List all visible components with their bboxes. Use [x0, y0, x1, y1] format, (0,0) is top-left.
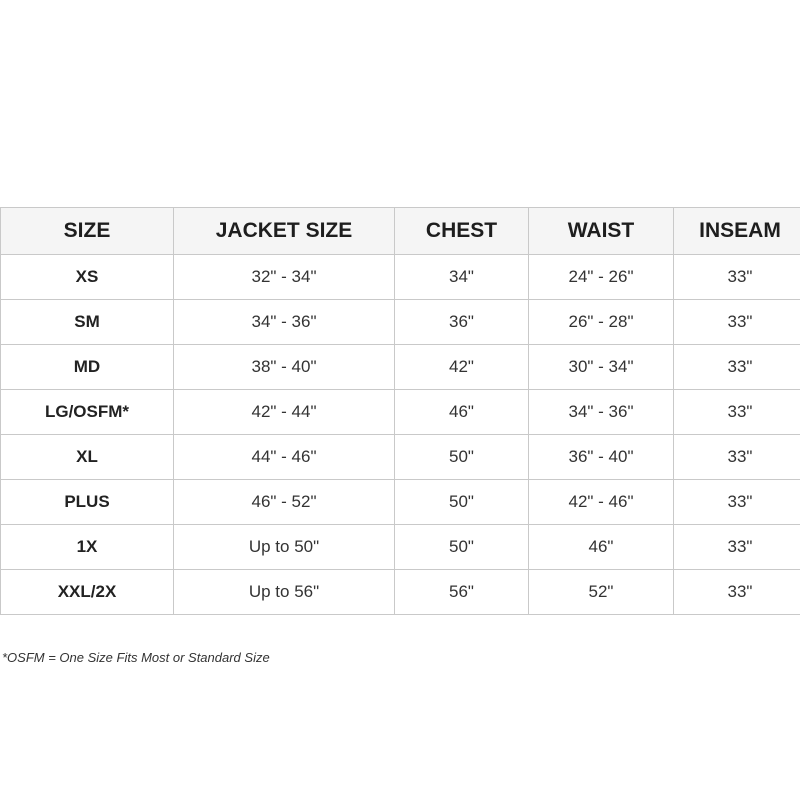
jacket-size-cell: 32" - 34"	[174, 255, 395, 300]
table-row	[1, 390, 800, 435]
inseam-cell: 33"	[674, 570, 800, 615]
chest-cell: 34"	[395, 255, 529, 300]
chest-cell: 36"	[395, 300, 529, 345]
table-row	[1, 435, 800, 480]
jacket-size-cell: 42" - 44"	[174, 390, 395, 435]
table-row	[1, 525, 800, 570]
size-cell: MD	[1, 345, 174, 390]
inseam-cell: 33"	[674, 255, 800, 300]
waist-cell: 30" - 34"	[529, 345, 674, 390]
size-cell: XL	[1, 435, 174, 480]
size-cell: XS	[1, 255, 174, 300]
waist-cell: 52"	[529, 570, 674, 615]
header-waist: WAIST	[529, 208, 674, 255]
header-chest: CHEST	[395, 208, 529, 255]
table-row	[1, 300, 800, 345]
jacket-size-cell: 34" - 36"	[174, 300, 395, 345]
jacket-size-cell: 38" - 40"	[174, 345, 395, 390]
table-row	[1, 570, 800, 615]
osfm-footnote: *OSFM = One Size Fits Most or Standard Size	[2, 650, 270, 665]
header-jacket-size: JACKET SIZE	[174, 208, 395, 255]
size-cell: SM	[1, 300, 174, 345]
jacket-size-cell: Up to 56"	[174, 570, 395, 615]
inseam-cell: 33"	[674, 390, 800, 435]
table-header-row	[1, 208, 800, 255]
table-row	[1, 255, 800, 300]
inseam-cell: 33"	[674, 525, 800, 570]
jacket-size-cell: 46" - 52"	[174, 480, 395, 525]
waist-cell: 36" - 40"	[529, 435, 674, 480]
chest-cell: 50"	[395, 435, 529, 480]
chest-cell: 42"	[395, 345, 529, 390]
header-inseam: INSEAM	[674, 208, 800, 255]
chest-cell: 50"	[395, 525, 529, 570]
table-row	[1, 345, 800, 390]
inseam-cell: 33"	[674, 480, 800, 525]
waist-cell: 34" - 36"	[529, 390, 674, 435]
size-cell: PLUS	[1, 480, 174, 525]
table-row	[1, 480, 800, 525]
chest-cell: 50"	[395, 480, 529, 525]
waist-cell: 26" - 28"	[529, 300, 674, 345]
inseam-cell: 33"	[674, 345, 800, 390]
inseam-cell: 33"	[674, 435, 800, 480]
size-chart-table	[0, 207, 800, 615]
size-cell: 1X	[1, 525, 174, 570]
jacket-size-cell: Up to 50"	[174, 525, 395, 570]
waist-cell: 46"	[529, 525, 674, 570]
header-size: SIZE	[1, 208, 174, 255]
inseam-cell: 33"	[674, 300, 800, 345]
chest-cell: 56"	[395, 570, 529, 615]
chest-cell: 46"	[395, 390, 529, 435]
size-cell: LG/OSFM*	[1, 390, 174, 435]
size-cell: XXL/2X	[1, 570, 174, 615]
waist-cell: 24" - 26"	[529, 255, 674, 300]
waist-cell: 42" - 46"	[529, 480, 674, 525]
jacket-size-cell: 44" - 46"	[174, 435, 395, 480]
